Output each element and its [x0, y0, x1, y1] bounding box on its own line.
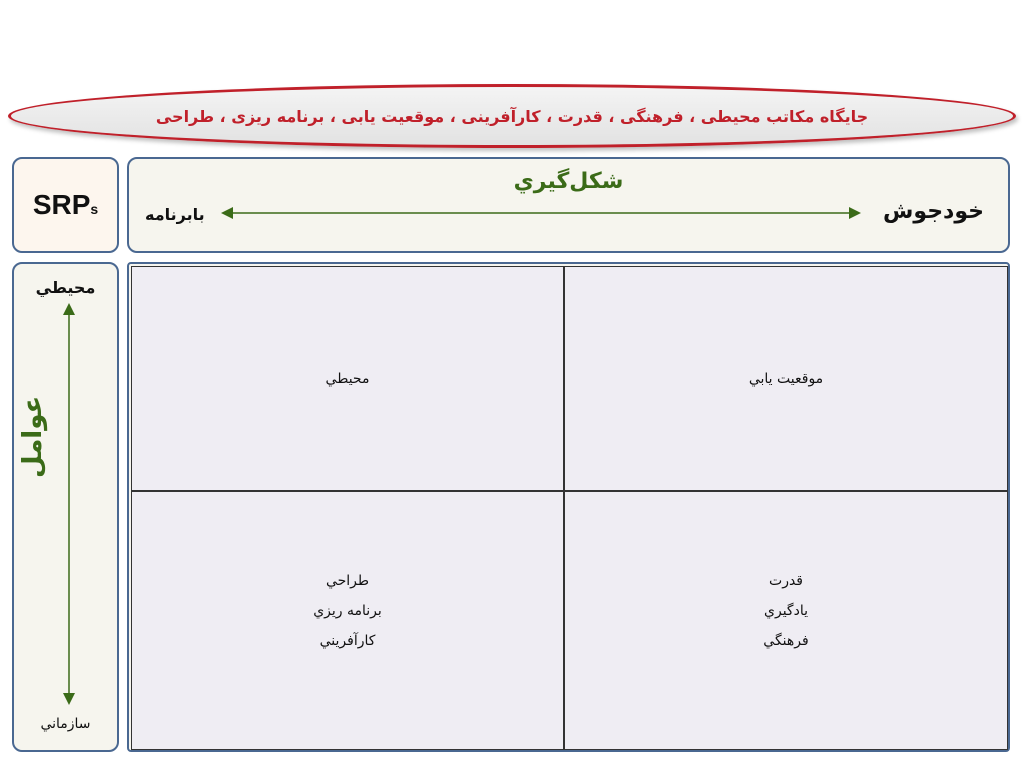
matrix-cell-top-right [564, 266, 1008, 491]
shaping-title: شكل‌گيري [513, 169, 624, 194]
matrix-cell-top-left [131, 266, 564, 491]
matrix-cell-item: يادگيري [764, 603, 808, 619]
factors-axis-box [12, 262, 119, 752]
matrix-cell-item: قدرت [769, 573, 803, 589]
banner-text: جایگاه مکاتب محیطی ، فرهنگی ، قدرت ، کارآفرینی ، موقعیت یابی ، برنامه ریزی ، طراحی [155, 106, 869, 126]
factors-bottom-label: سازماني [40, 716, 91, 732]
factors-top-label: محيطي [35, 278, 96, 297]
matrix-cell-text: محيطي [325, 370, 370, 387]
srp-label-box [12, 157, 119, 253]
factors-title: عوامل [18, 395, 48, 478]
schools-banner [8, 84, 1016, 148]
shaping-axis-box [127, 157, 1010, 253]
shaping-left-label: بابرنامه [145, 205, 205, 224]
srp-label [14, 189, 117, 221]
matrix-cell-bottom-left [131, 491, 564, 750]
matrix-cell-text: موقعيت يابي [748, 370, 824, 387]
shaping-right-label: خودجوش [883, 199, 984, 224]
srp-main: SRP [32, 189, 91, 220]
matrix-cell-item: برنامه ريزي [313, 603, 382, 619]
matrix-cell-item: طراحي [325, 573, 370, 589]
matrix-cell-bottom-right [564, 491, 1008, 750]
matrix-cell-item: كارآفريني [319, 633, 376, 649]
srp-suffix: s [90, 201, 99, 217]
matrix-cell-item: فرهنگي [763, 633, 809, 649]
strategy-matrix [127, 262, 1010, 752]
